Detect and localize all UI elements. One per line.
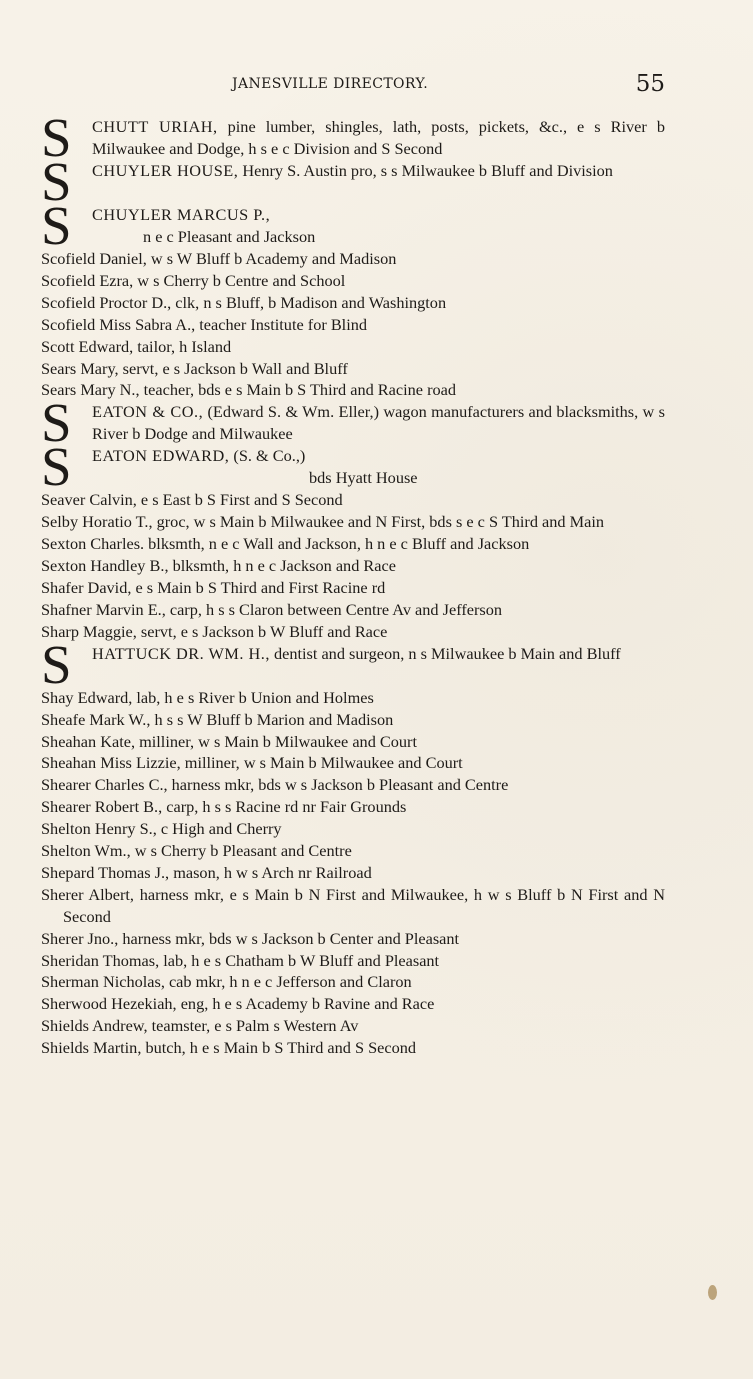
entry-schuyler-house	[41, 151, 665, 212]
directory-entries	[41, 107, 665, 1059]
page-header	[0, 72, 753, 104]
entry: Sheahan Kate, milliner, w s Main b Milwaukee and Court	[41, 731, 417, 751]
entry: Shelton Wm., w s Cherry b Pleasant and Centre	[41, 841, 352, 861]
entry: Shafner Marvin E., carp, h s s Claron between Centre Av and Jefferson	[41, 599, 503, 619]
entry-body: n e c Pleasant and Jackson	[143, 226, 316, 246]
entry: Selby Horatio T., groc, w s Main b Milwaukee and N First, bds s e c S Third and Main	[41, 512, 604, 532]
entry-body-continued: bds Hyatt House	[309, 468, 418, 488]
entry: Sexton Handley B., blksmth, h n e c Jackson and Race	[41, 556, 396, 576]
entry: Sheridan Thomas, lab, h e s Chatham b W Bluff and Pleasant	[41, 950, 440, 970]
entry-head: EATON EDWARD,	[92, 446, 230, 466]
entry: Scofield Daniel, w s W Bluff b Academy and Madison	[41, 249, 397, 268]
entry: Sherer Jno., harness mkr, bds w s Jackson b Center and Pleasant	[41, 928, 460, 948]
entry-head: CHUYLER HOUSE,	[92, 161, 239, 180]
entry: Sexton Charles. blksmth, n e c Wall and Jackson, h n e c Bluff and Jackson	[41, 534, 530, 554]
entry: Sheahan Miss Lizzie, milliner, w s Main b Milwaukee and Court	[41, 753, 463, 773]
entry-body: Henry S. Austin pro, s s Milwaukee b Bluff and Division	[238, 161, 613, 180]
entry-seaton-co	[41, 392, 665, 454]
entry: Sears Mary, servt, e s Jackson b Wall and Bluff	[41, 358, 348, 378]
entry-body: (S. & Co.,)	[229, 446, 306, 466]
entry-body: (Edward S. & Wm. Eller,) wagon manufacturers and blacksmiths, w s River b Dodge and Milwaukee	[92, 402, 665, 444]
entry: Sheafe Mark W., h s s W Bluff b Marion and Madison	[41, 709, 394, 729]
entry: Sears Mary N., teacher, bds e s Main b S Third and Racine road	[41, 380, 457, 400]
dropcap-letter: S	[41, 633, 72, 695]
entry-head: CHUYLER MARCUS P.,	[92, 205, 271, 224]
entry-shattuck	[41, 633, 665, 695]
entry: Scofield Proctor D., clk, n s Bluff, b Madison and Washington	[41, 292, 447, 312]
dropcap-letter: S	[41, 151, 72, 212]
entry: Shearer Charles C., harness mkr, bds w s Jackson b Pleasant and Centre	[41, 775, 509, 795]
dropcap-letter: S	[41, 195, 72, 256]
page-number: 55	[635, 71, 665, 97]
entry: Sharp Maggie, servt, e s Jackson b W Bluff and Race	[41, 621, 388, 641]
entry: Shields Martin, butch, h e s Main b S Third and S Second	[41, 1038, 417, 1058]
paper-stain	[708, 1285, 717, 1300]
entry-head: HATTUCK DR. WM. H.,	[92, 643, 270, 663]
entry: Scofield Miss Sabra A., teacher Institute for Blind	[41, 314, 368, 334]
entry: Sherwood Hezekiah, eng, h e s Academy b Ravine and Race	[41, 994, 435, 1014]
entry: Shelton Henry S., c High and Cherry	[41, 819, 282, 839]
entry: Scott Edward, tailor, h Island	[41, 336, 232, 356]
entry-body: dentist and surgeon, n s Milwaukee b Main and Bluff	[269, 643, 621, 663]
running-head: JANESVILLE DIRECTORY.	[232, 76, 429, 92]
entry: Shepard Thomas J., mason, h w s Arch nr Railroad	[41, 862, 372, 882]
entry: Sherman Nicholas, cab mkr, h n e c Jefferson and Claron	[41, 972, 412, 992]
entry: Shay Edward, lab, h e s River b Union and Holmes	[41, 687, 374, 707]
entry-head: EATON & CO.,	[92, 402, 204, 422]
dropcap-letter: S	[41, 392, 72, 454]
entry-schutt-uriah	[41, 107, 665, 168]
entry: Shafer David, e s Main b S Third and First Racine rd	[41, 577, 386, 597]
dropcap-letter: S	[41, 436, 72, 498]
entry-head: CHUTT URIAH,	[92, 117, 218, 136]
entry: Seaver Calvin, e s East b S First and S Second	[41, 490, 343, 510]
entry: Shields Andrew, teamster, e s Palm s Western Av	[41, 1016, 359, 1036]
entry-seaton-edward	[41, 436, 665, 498]
entry: Sherer Albert, harness mkr, e s Main b N First and Milwaukee, h w s Bluff b N First and N Second	[41, 884, 665, 926]
dropcap-letter: S	[41, 107, 72, 168]
entry: Shearer Robert B., carp, h s s Racine rd nr Fair Grounds	[41, 797, 407, 817]
entry-schuyler-marcus	[41, 195, 665, 256]
entry: Scofield Ezra, w s Cherry b Centre and School	[41, 270, 346, 290]
entry-body: pine lumber, shingles, lath, posts, pickets, &c., e s River b Milwaukee and Dodge, h s e c Division and S Second	[92, 117, 665, 158]
